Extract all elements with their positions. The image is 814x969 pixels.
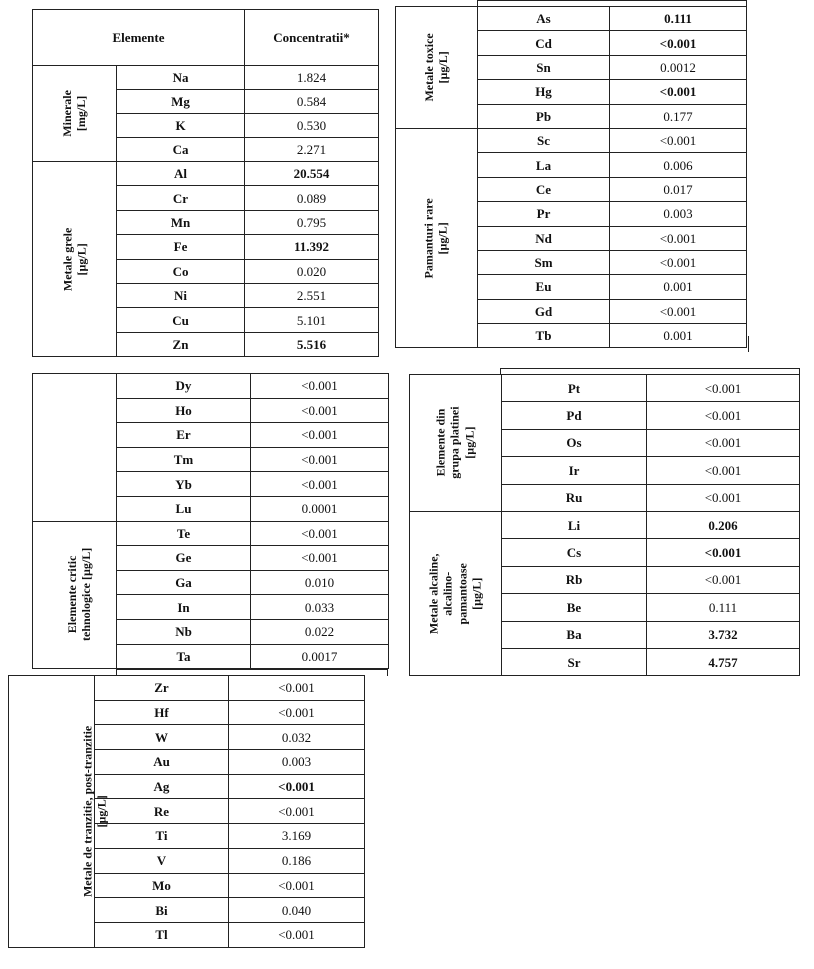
element-symbol: Ga — [117, 570, 251, 595]
concentration-value: 0.040 — [229, 898, 365, 923]
element-symbol: Rb — [502, 566, 647, 593]
concentration-value: <0.001 — [647, 429, 800, 456]
header-elemente: Elemente — [33, 10, 245, 66]
element-symbol: Ca — [117, 138, 245, 162]
concentration-value: <0.001 — [610, 31, 747, 55]
concentration-value: <0.001 — [610, 250, 747, 274]
critic-label-text — [65, 548, 94, 641]
table-row — [33, 66, 379, 90]
element-symbol: Tm — [117, 447, 251, 472]
element-symbol: Mg — [117, 90, 245, 114]
group-label-continued — [33, 374, 117, 522]
group-label-line: [µg/L] — [469, 577, 484, 610]
element-symbol: Ni — [117, 283, 245, 307]
table-platina-alcaline — [409, 374, 800, 676]
tranzitie-label-text — [80, 726, 109, 897]
concentration-value: 0.111 — [610, 7, 747, 31]
concentration-value: 0.001 — [610, 324, 747, 348]
concentration-value: 11.392 — [245, 235, 379, 259]
group-label-line: Metale alcaline, — [426, 553, 441, 634]
group-label-line: Metale toxice — [422, 33, 437, 102]
group-label-line: Metale grele — [60, 227, 75, 291]
concentration-value: <0.001 — [610, 128, 747, 152]
element-symbol: Nb — [117, 619, 251, 644]
element-symbol: Hg — [478, 80, 610, 104]
table-row — [396, 128, 747, 152]
group-label-line: [µg/L] — [94, 795, 109, 828]
concentration-value: <0.001 — [610, 80, 747, 104]
group-platina-label — [410, 375, 502, 512]
concentration-value: 2.271 — [245, 138, 379, 162]
element-symbol: Tl — [95, 922, 229, 947]
element-symbol: Pt — [502, 375, 647, 402]
concentration-value: 0.001 — [610, 275, 747, 299]
concentration-value: 0.006 — [610, 153, 747, 177]
concentration-value: <0.001 — [251, 398, 389, 423]
concentration-value: <0.001 — [251, 472, 389, 497]
element-symbol: Te — [117, 521, 251, 546]
scan-edge-mark — [748, 336, 749, 352]
element-symbol: Al — [117, 162, 245, 186]
group-label-line: [mg/L] — [74, 95, 89, 132]
element-symbol: Os — [502, 429, 647, 456]
table-toxice-pamanturi-rare — [395, 6, 747, 348]
concentration-value: <0.001 — [610, 299, 747, 323]
element-symbol: Yb — [117, 472, 251, 497]
concentration-value: 0.530 — [245, 114, 379, 138]
element-symbol: Pd — [502, 402, 647, 429]
group-metale-grele-label — [33, 162, 117, 357]
metale-toxice-label-text — [422, 33, 451, 101]
element-symbol: Pb — [478, 104, 610, 128]
concentration-value: 0.795 — [245, 210, 379, 234]
alcaline-label-text — [427, 553, 485, 634]
table-tranzitie — [8, 675, 365, 948]
concentration-value: <0.001 — [610, 226, 747, 250]
element-symbol: Ho — [117, 398, 251, 423]
group-tranzitie-label — [9, 676, 109, 948]
group-pamanturi-rare-label — [396, 128, 478, 348]
table-row — [33, 374, 389, 399]
concentration-value: 0.003 — [610, 202, 747, 226]
element-symbol: Sc — [478, 128, 610, 152]
element-symbol: Ir — [502, 457, 647, 484]
element-symbol: Li — [502, 511, 647, 538]
element-symbol: Be — [502, 594, 647, 621]
concentration-value: <0.001 — [647, 484, 800, 511]
concentration-value: 0.584 — [245, 90, 379, 114]
group-label-line: Pamanturi rare — [422, 198, 437, 279]
element-symbol: Hf — [95, 700, 229, 725]
concentration-value: <0.001 — [229, 873, 365, 898]
pamanturi-rare-label-text — [422, 198, 451, 278]
concentration-value: <0.001 — [251, 423, 389, 448]
group-label-line: Metale de tranzitie, post-tranzitie — [80, 725, 95, 897]
concentration-value: 0.003 — [229, 750, 365, 775]
group-minerale-label — [33, 66, 117, 162]
element-symbol: Dy — [117, 374, 251, 399]
concentration-value: 0.111 — [647, 594, 800, 621]
element-symbol: Tb — [478, 324, 610, 348]
concentration-value: 0.020 — [245, 259, 379, 283]
table-row — [9, 676, 365, 701]
element-symbol: Ce — [478, 177, 610, 201]
element-symbol: Nd — [478, 226, 610, 250]
table-row — [33, 162, 379, 186]
element-symbol: Eu — [478, 275, 610, 299]
concentration-value: <0.001 — [647, 402, 800, 429]
element-symbol: Fe — [117, 235, 245, 259]
concentration-value: 0.0001 — [251, 496, 389, 521]
element-symbol: Cu — [117, 308, 245, 332]
group-label-line: [µg/L] — [436, 222, 451, 255]
element-symbol: Zr — [95, 676, 229, 701]
element-symbol: Lu — [117, 496, 251, 521]
element-symbol: Zn — [117, 332, 245, 356]
element-symbol: Gd — [478, 299, 610, 323]
concentration-value: 0.0017 — [251, 644, 389, 669]
table-row — [396, 7, 747, 31]
element-symbol: Cs — [502, 539, 647, 566]
concentration-value: 0.032 — [229, 725, 365, 750]
element-symbol: V — [95, 848, 229, 873]
element-symbol: Co — [117, 259, 245, 283]
concentration-value: 0.206 — [647, 511, 800, 538]
group-label-line: [µg/L] — [436, 51, 451, 84]
element-symbol: Ti — [95, 824, 229, 849]
concentration-value: 0.177 — [610, 104, 747, 128]
element-symbol: Bi — [95, 898, 229, 923]
concentration-value: <0.001 — [229, 774, 365, 799]
table-minerale-metale-grele — [32, 9, 379, 357]
group-label-line: [µg/L] — [74, 242, 89, 276]
concentration-value: <0.001 — [251, 447, 389, 472]
concentration-value: <0.001 — [647, 375, 800, 402]
concentration-value: <0.001 — [647, 457, 800, 484]
concentration-value: <0.001 — [229, 799, 365, 824]
concentration-value: 2.551 — [245, 283, 379, 307]
concentration-value: 0.022 — [251, 619, 389, 644]
concentration-value: 0.033 — [251, 595, 389, 620]
concentration-value: 20.554 — [245, 162, 379, 186]
element-symbol: Re — [95, 799, 229, 824]
element-symbol: Ge — [117, 546, 251, 571]
element-symbol: Sn — [478, 55, 610, 79]
concentration-value: <0.001 — [229, 700, 365, 725]
concentration-value: 0.186 — [229, 848, 365, 873]
element-symbol: K — [117, 114, 245, 138]
concentration-value: <0.001 — [251, 546, 389, 571]
concentration-value: 3.169 — [229, 824, 365, 849]
platina-label-text — [434, 407, 477, 479]
concentration-value: <0.001 — [229, 922, 365, 947]
element-symbol: Ta — [117, 644, 251, 669]
concentration-value: 0.089 — [245, 186, 379, 210]
element-symbol: Cr — [117, 186, 245, 210]
element-symbol: Na — [117, 66, 245, 90]
group-metale-toxice-label — [396, 7, 478, 129]
group-label-line: grupa platinei — [448, 406, 463, 480]
concentration-value: 4.757 — [647, 648, 800, 675]
element-symbol: Pr — [478, 202, 610, 226]
group-label-line: pamantoase — [455, 562, 470, 625]
header-concentratii: Concentratii* — [245, 10, 379, 66]
element-symbol: Cd — [478, 31, 610, 55]
element-symbol: La — [478, 153, 610, 177]
element-symbol: Au — [95, 750, 229, 775]
group-label-line: Elemente din — [433, 409, 448, 477]
group-alcaline-label — [410, 511, 502, 675]
concentration-value: 0.010 — [251, 570, 389, 595]
element-symbol: Mn — [117, 210, 245, 234]
group-label-line: [µg/L] — [462, 426, 477, 460]
table-row — [33, 521, 389, 546]
concentration-value: <0.001 — [229, 676, 365, 701]
concentration-value: <0.001 — [647, 539, 800, 566]
group-label-line: Minerale — [60, 90, 75, 137]
element-symbol: Mo — [95, 873, 229, 898]
group-label-line: Elemente critic — [65, 556, 80, 634]
element-symbol: W — [95, 725, 229, 750]
group-critic-label — [33, 521, 117, 669]
concentration-value: <0.001 — [251, 521, 389, 546]
element-symbol: Er — [117, 423, 251, 448]
concentration-value: <0.001 — [647, 566, 800, 593]
concentration-value: 5.101 — [245, 308, 379, 332]
element-symbol: Sm — [478, 250, 610, 274]
table-row — [410, 375, 800, 402]
metale-grele-label-text — [60, 227, 89, 290]
minerale-label-text — [60, 90, 89, 137]
concentration-value: 5.516 — [245, 332, 379, 356]
concentration-value: 0.017 — [610, 177, 747, 201]
concentration-value: 0.0012 — [610, 55, 747, 79]
element-symbol: Ba — [502, 621, 647, 648]
element-symbol: Ag — [95, 774, 229, 799]
element-symbol: In — [117, 595, 251, 620]
group-label-line: alcalino- — [441, 571, 456, 616]
element-symbol: Ru — [502, 484, 647, 511]
table-critic-tehnologice — [32, 373, 389, 669]
concentration-value: <0.001 — [251, 374, 389, 399]
group-label-line: tehnologice [µg/L] — [79, 548, 94, 642]
concentration-value: 1.824 — [245, 66, 379, 90]
concentration-value: 3.732 — [647, 621, 800, 648]
table-row — [410, 511, 800, 538]
element-symbol: Sr — [502, 648, 647, 675]
element-symbol: As — [478, 7, 610, 31]
